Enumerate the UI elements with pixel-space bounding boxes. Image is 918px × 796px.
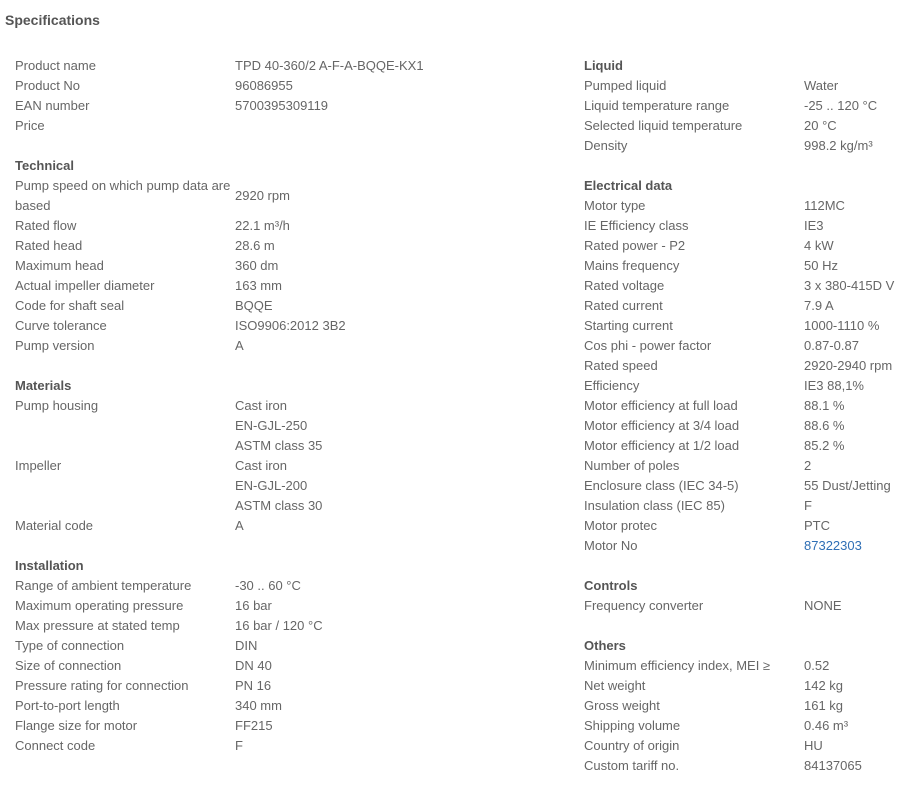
section-title: Materials	[15, 378, 72, 393]
spec-value: 161 kg	[804, 698, 844, 713]
spec-row-connect-code	[15, 736, 575, 756]
spec-values	[235, 216, 290, 236]
spec-values	[235, 296, 273, 316]
spec-values	[804, 716, 848, 736]
spec-label: Pump version	[15, 338, 95, 353]
spec-row-impeller	[15, 456, 575, 516]
spec-row-rated-voltage	[584, 276, 914, 296]
spec-label: Shipping volume	[584, 718, 681, 733]
spec-values	[804, 216, 824, 236]
spec-label: Code for shaft seal	[15, 298, 125, 313]
spec-row-product-name	[15, 56, 575, 76]
spec-label: Rated speed	[584, 358, 658, 373]
spec-value: 2920 rpm	[235, 188, 290, 203]
spec-label: Size of connection	[15, 658, 122, 673]
spec-values	[235, 256, 278, 276]
spec-section-liquid	[584, 56, 914, 156]
spec-label: Frequency converter	[584, 598, 704, 613]
spec-label: Custom tariff no.	[584, 758, 680, 773]
spec-value: Cast iron	[235, 398, 288, 413]
spec-value: Water	[804, 78, 839, 93]
spec-row-motor-type	[584, 196, 914, 216]
spec-row-mains-frequency	[584, 256, 914, 276]
spec-label: Port-to-port length	[15, 698, 120, 713]
spec-row-price	[15, 116, 575, 136]
spec-row-frequency-converter	[584, 596, 914, 616]
spec-values	[804, 736, 823, 756]
spec-values	[804, 376, 864, 396]
spec-label: Motor type	[584, 198, 646, 213]
spec-row-ie-efficiency-class	[584, 216, 914, 236]
spec-values	[235, 316, 346, 336]
spec-value: NONE	[804, 598, 842, 613]
spec-label: Density	[584, 138, 628, 153]
spec-row-efficiency	[584, 376, 914, 396]
spec-row-net-weight	[584, 676, 914, 696]
spec-section-technical	[15, 156, 575, 356]
spec-value: 340 mm	[235, 698, 282, 713]
spec-values	[804, 316, 879, 336]
spec-value: EN-GJL-200	[235, 478, 308, 493]
spec-row-custom-tariff-no	[584, 756, 914, 776]
spec-values	[235, 576, 301, 596]
spec-values	[235, 96, 328, 116]
spec-values	[804, 336, 859, 356]
spec-values	[804, 76, 838, 96]
spec-value: 16 bar / 120 °C	[235, 618, 323, 633]
spec-values	[804, 516, 830, 536]
spec-label: Motor protec	[584, 518, 657, 533]
spec-row-number-of-poles	[584, 456, 914, 476]
spec-values	[804, 136, 873, 156]
spec-row-maximum-operating-pressure	[15, 596, 575, 616]
spec-values	[804, 236, 834, 256]
spec-value: PTC	[804, 518, 830, 533]
spec-value: BQQE	[235, 298, 273, 313]
spec-value: 1000-1110 %	[804, 318, 880, 333]
spec-value: DIN	[235, 638, 258, 653]
spec-values	[235, 636, 257, 656]
spec-label: Minimum efficiency index, MEI ≥	[584, 658, 771, 673]
spec-value: EN-GJL-250	[235, 418, 308, 433]
spec-value: IE3	[804, 218, 824, 233]
spec-value: 2	[804, 458, 812, 473]
spec-values	[804, 496, 812, 516]
spec-row-ean-number	[15, 96, 575, 116]
spec-row-product-no	[15, 76, 575, 96]
spec-value: A	[235, 518, 244, 533]
spec-value: ASTM class 30	[235, 498, 323, 513]
spec-row-selected-liquid-temperature	[584, 116, 914, 136]
spec-value: -30 .. 60 °C	[235, 578, 301, 593]
spec-section-electrical-data	[584, 176, 914, 556]
spec-row-code-for-shaft-seal	[15, 296, 575, 316]
spec-value: 4 kW	[804, 238, 834, 253]
spec-label: Motor efficiency at 1/2 load	[584, 438, 740, 453]
spec-value: TPD 40-360/2 A-F-A-BQQE-KX1	[235, 58, 424, 73]
spec-label: Price	[15, 118, 45, 133]
spec-value: F	[235, 738, 243, 753]
section-title: Electrical data	[584, 178, 673, 193]
spec-label: Pump speed on which pump data are based	[15, 178, 231, 213]
spec-value: DN 40	[235, 658, 272, 673]
spec-row-density	[584, 136, 914, 156]
spec-label: Enclosure class (IEC 34-5)	[584, 478, 739, 493]
spec-section-installation	[15, 556, 575, 756]
spec-value: 85.2 %	[804, 438, 845, 453]
spec-row-enclosure-class-iec-34-5	[584, 476, 914, 496]
section-title: Liquid	[584, 58, 623, 73]
spec-row-gross-weight	[584, 696, 914, 716]
spec-value: F	[804, 498, 812, 513]
spec-row-type-of-connection	[15, 636, 575, 656]
spec-label: Product No	[15, 78, 81, 93]
spec-value: 163 mm	[235, 278, 282, 293]
spec-values	[804, 276, 894, 296]
spec-row-maximum-head	[15, 256, 575, 276]
spec-label: Cos phi - power factor	[584, 338, 712, 353]
spec-row-material-code	[15, 516, 575, 536]
spec-values	[235, 276, 282, 296]
spec-value: 7.9 A	[804, 298, 834, 313]
spec-label: Pump housing	[15, 398, 99, 413]
spec-label: Rated current	[584, 298, 663, 313]
spec-value: 96086955	[235, 78, 293, 93]
spec-value: 20 °C	[804, 118, 837, 133]
spec-label: Maximum operating pressure	[15, 598, 184, 613]
spec-value: 84137065	[804, 758, 862, 773]
spec-label: Insulation class (IEC 85)	[584, 498, 725, 513]
spec-values	[804, 596, 842, 616]
spec-values	[804, 436, 844, 456]
section-title: Installation	[15, 558, 84, 573]
spec-value: 2920-2940 rpm	[804, 358, 893, 373]
spec-row-shipping-volume	[584, 716, 914, 736]
spec-values	[235, 516, 244, 536]
spec-label: Connect code	[15, 738, 96, 753]
spec-label: Country of origin	[584, 738, 680, 753]
spec-value: 22.1 m³/h	[235, 218, 290, 233]
spec-values	[235, 596, 272, 616]
spec-label: Type of connection	[15, 638, 125, 653]
spec-value: -25 .. 120 °C	[804, 98, 878, 113]
spec-values	[235, 456, 322, 516]
spec-row-motor-efficiency-at-1-2-load	[584, 436, 914, 456]
spec-value: HU	[804, 738, 823, 753]
spec-label: Number of poles	[584, 458, 680, 473]
spec-row-size-of-connection	[15, 656, 575, 676]
spec-value: 0.87-0.87	[804, 338, 859, 353]
spec-label: Rated head	[15, 238, 83, 253]
spec-values	[235, 736, 243, 756]
spec-values	[804, 656, 829, 676]
spec-row-curve-tolerance	[15, 316, 575, 336]
spec-values	[235, 616, 323, 636]
spec-label: Motor efficiency at full load	[584, 398, 738, 413]
spec-label: Impeller	[15, 458, 62, 473]
section-title: Technical	[15, 158, 75, 173]
spec-label: Gross weight	[584, 698, 660, 713]
spec-label: Pumped liquid	[584, 78, 667, 93]
spec-row-motor-no	[584, 536, 914, 556]
spec-label: Motor efficiency at 3/4 load	[584, 418, 740, 433]
spec-label: Mains frequency	[584, 258, 680, 273]
spec-values	[804, 676, 843, 696]
spec-value: Cast iron	[235, 458, 288, 473]
spec-row-country-of-origin	[584, 736, 914, 756]
spec-row-port-to-port-length	[15, 696, 575, 716]
spec-row-flange-size-for-motor	[15, 716, 575, 736]
section-title: Controls	[584, 578, 638, 593]
spec-label: Rated flow	[15, 218, 77, 233]
spec-row-pressure-rating-for-connection	[15, 676, 575, 696]
spec-row-motor-efficiency-at-3-4-load	[584, 416, 914, 436]
spec-row-pumped-liquid	[584, 76, 914, 96]
spec-label: Material code	[15, 518, 94, 533]
spec-section-controls	[584, 576, 914, 616]
spec-label: Starting current	[584, 318, 673, 333]
spec-values	[804, 696, 843, 716]
right-column	[584, 56, 914, 796]
spec-section-others	[584, 636, 914, 776]
spec-row-rated-flow	[15, 216, 575, 236]
spec-row-range-of-ambient-temperature	[15, 576, 575, 596]
spec-row-pump-housing	[15, 396, 575, 456]
spec-row-actual-impeller-diameter	[15, 276, 575, 296]
spec-row-max-pressure-at-stated-temp	[15, 616, 575, 636]
page-title: Specifications	[5, 12, 100, 28]
spec-values	[804, 256, 838, 276]
spec-values	[235, 676, 271, 696]
spec-values	[804, 456, 811, 476]
spec-row-rated-current	[584, 296, 914, 316]
spec-values	[804, 476, 891, 496]
spec-values	[804, 756, 862, 776]
spec-label: Max pressure at stated temp	[15, 618, 180, 633]
spec-label: Motor No	[584, 538, 638, 553]
spec-values	[804, 396, 844, 416]
spec-value: 5700395309119	[235, 98, 329, 113]
motor-no-link[interactable]: 87322303	[804, 538, 862, 553]
spec-values	[235, 656, 272, 676]
spec-label: IE Efficiency class	[584, 218, 689, 233]
section-title: Others	[584, 638, 626, 653]
spec-values	[235, 336, 244, 356]
spec-value: 3 x 380-415D V	[804, 278, 895, 293]
spec-value: 16 bar	[235, 598, 272, 613]
spec-values	[804, 196, 845, 216]
spec-label: Curve tolerance	[15, 318, 107, 333]
spec-values	[235, 236, 275, 256]
spec-label: Pressure rating for connection	[15, 678, 189, 693]
spec-values	[804, 96, 877, 116]
spec-values	[804, 356, 892, 376]
spec-value: 88.6 %	[804, 418, 845, 433]
spec-values	[235, 716, 273, 736]
spec-label: Liquid temperature range	[584, 98, 730, 113]
spec-values	[235, 76, 293, 96]
spec-value: 998.2 kg/m³	[804, 138, 873, 153]
spec-row-motor-protec	[584, 516, 914, 536]
spec-value: 88.1 %	[804, 398, 845, 413]
spec-label: Range of ambient temperature	[15, 578, 192, 593]
spec-section-materials	[15, 376, 575, 536]
spec-row-liquid-temperature-range	[584, 96, 914, 116]
spec-value: 55 Dust/Jetting	[804, 478, 891, 493]
spec-value: PN 16	[235, 678, 272, 693]
spec-label: EAN number	[15, 98, 90, 113]
spec-value: 0.46 m³	[804, 718, 849, 733]
spec-values	[804, 116, 837, 136]
spec-value: FF215	[235, 718, 273, 733]
spec-value: 142 kg	[804, 678, 844, 693]
spec-values	[235, 176, 290, 216]
spec-value: 112MC	[804, 198, 845, 213]
spec-row-rated-power-p2	[584, 236, 914, 256]
spec-value: ISO9906:2012 3B2	[235, 318, 346, 333]
spec-row-minimum-efficiency-index-mei	[584, 656, 914, 676]
spec-row-cos-phi-power-factor	[584, 336, 914, 356]
spec-values	[804, 536, 862, 556]
spec-row-motor-efficiency-at-full-load	[584, 396, 914, 416]
spec-values	[235, 696, 282, 716]
spec-row-pump-speed-on-which-pump-data-are-based	[15, 176, 575, 216]
spec-row-rated-head	[15, 236, 575, 256]
spec-value: 360 dm	[235, 258, 279, 273]
spec-row-starting-current	[584, 316, 914, 336]
spec-value: IE3 88,1%	[804, 378, 864, 393]
spec-row-pump-version	[15, 336, 575, 356]
spec-label: Selected liquid temperature	[584, 118, 743, 133]
spec-value: 50 Hz	[804, 258, 838, 273]
spec-values	[235, 56, 424, 76]
spec-value: ASTM class 35	[235, 438, 323, 453]
spec-label: Flange size for motor	[15, 718, 138, 733]
spec-value: A	[235, 338, 244, 353]
spec-row-rated-speed	[584, 356, 914, 376]
left-column	[15, 56, 575, 776]
spec-label: Product name	[15, 58, 96, 73]
spec-label: Efficiency	[584, 378, 640, 393]
spec-label: Actual impeller diameter	[15, 278, 155, 293]
spec-value: 0.52	[804, 658, 830, 673]
spec-values	[235, 396, 322, 456]
spec-values	[804, 296, 834, 316]
spec-value: 28.6 m	[235, 238, 275, 253]
spec-label: Net weight	[584, 678, 646, 693]
spec-label: Maximum head	[15, 258, 104, 273]
spec-section-product	[15, 56, 575, 136]
spec-values	[804, 416, 844, 436]
spec-label: Rated power - P2	[584, 238, 686, 253]
spec-row-insulation-class-iec-85	[584, 496, 914, 516]
spec-label: Rated voltage	[584, 278, 665, 293]
